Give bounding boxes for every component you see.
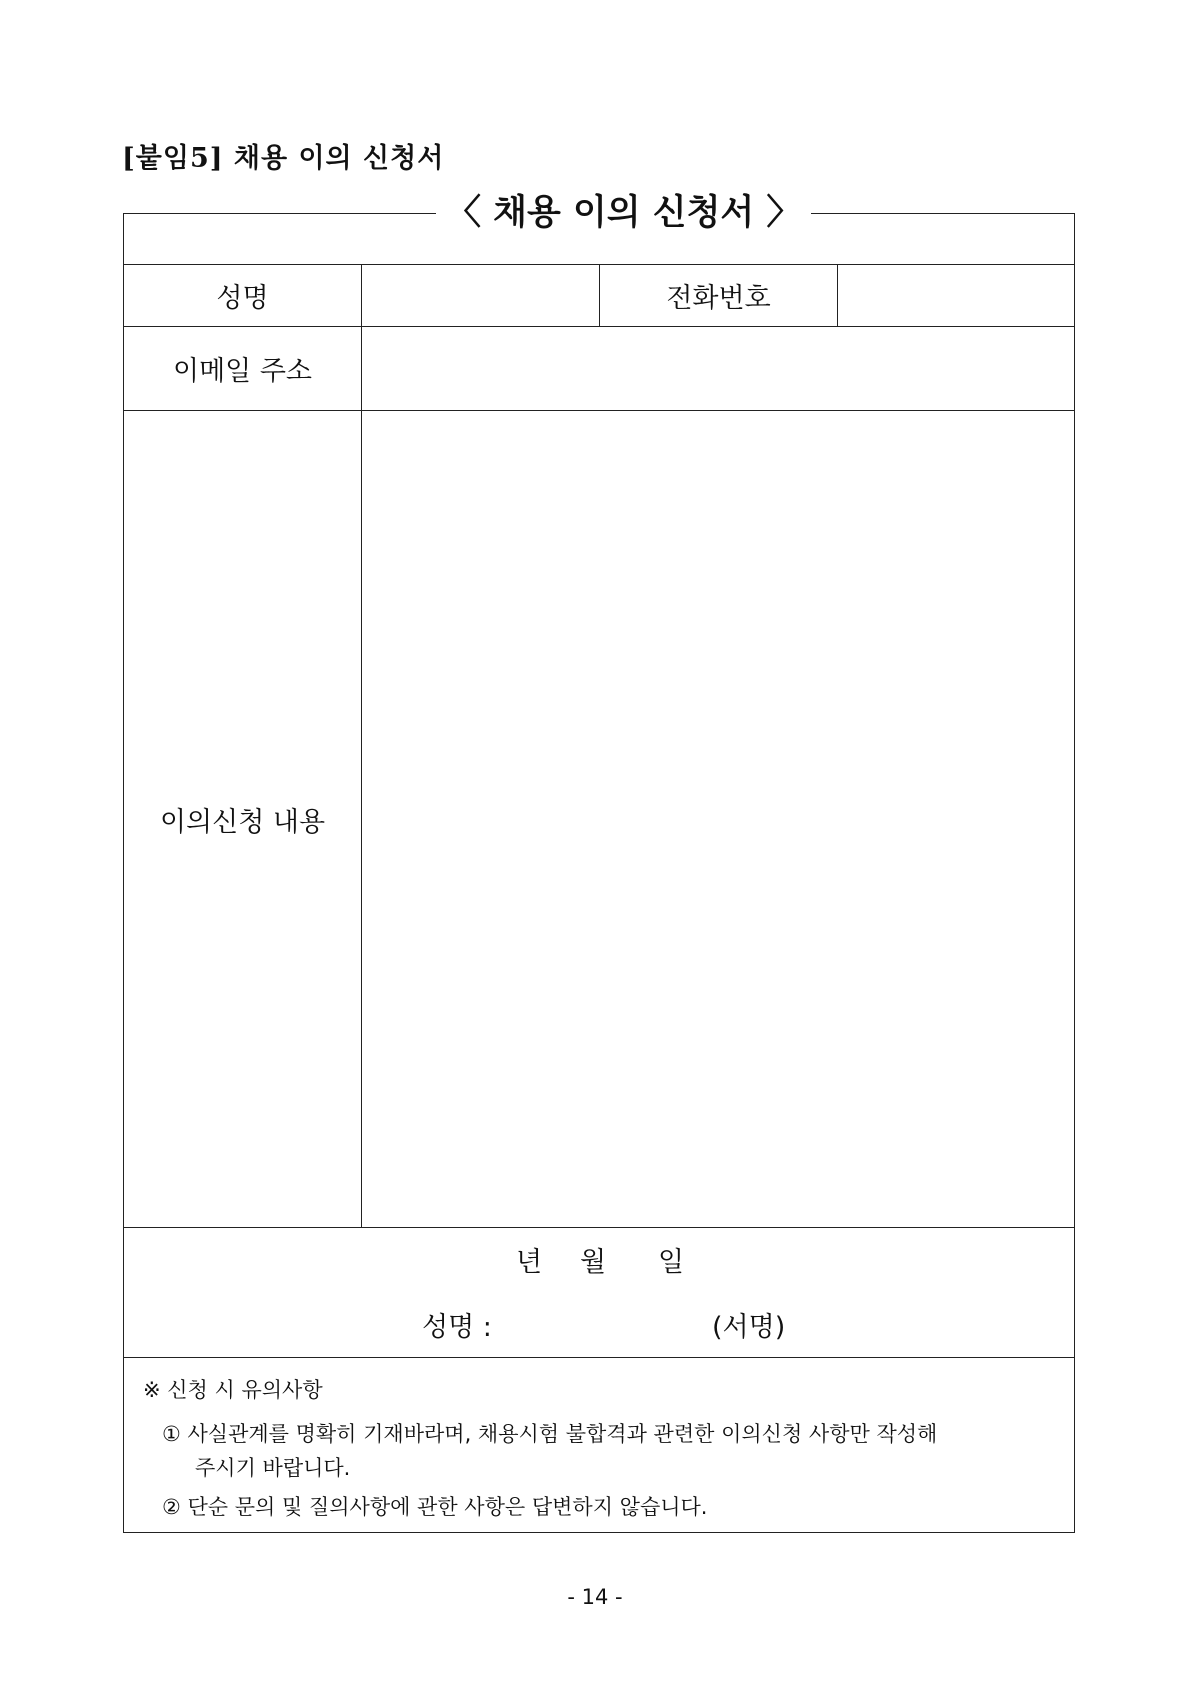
year-label: 년 [516,1247,543,1278]
page-number: - 14 - [567,1585,623,1609]
content-field[interactable] [362,411,1074,1227]
phone-label: 전화번호 [666,283,771,314]
content-label: 이의신청 내용 [159,806,326,838]
name-label: 성명 [216,283,269,314]
note-item: ① 사실관계를 명확히 기재바라며, 채용시험 불합격과 관련한 이의신청 사항만 작성해 [162,1422,938,1446]
signature-sign-label: (서명) [712,1312,786,1343]
note-item: ② 단순 문의 및 질의사항에 관한 사항은 답변하지 않습니다. [162,1495,708,1519]
month-label: 월 [580,1247,607,1278]
name-field[interactable] [362,265,599,326]
notes-title: ※ 신청 시 유의사항 [143,1378,323,1402]
day-label: 일 [658,1247,685,1278]
note-item-continuation: 주시기 바랍니다. [195,1456,351,1480]
attachment-heading: [붙임5] 채용 이의 신청서 [122,143,445,174]
email-label: 이메일 주소 [173,356,312,387]
email-field[interactable] [362,327,1074,410]
row-divider [123,1357,1075,1358]
phone-field[interactable] [838,265,1074,326]
signature-name-label: 성명 : [422,1312,492,1343]
row-divider [123,1227,1075,1228]
form-title: 〈 채용 이의 신청서 〉 [436,189,811,237]
